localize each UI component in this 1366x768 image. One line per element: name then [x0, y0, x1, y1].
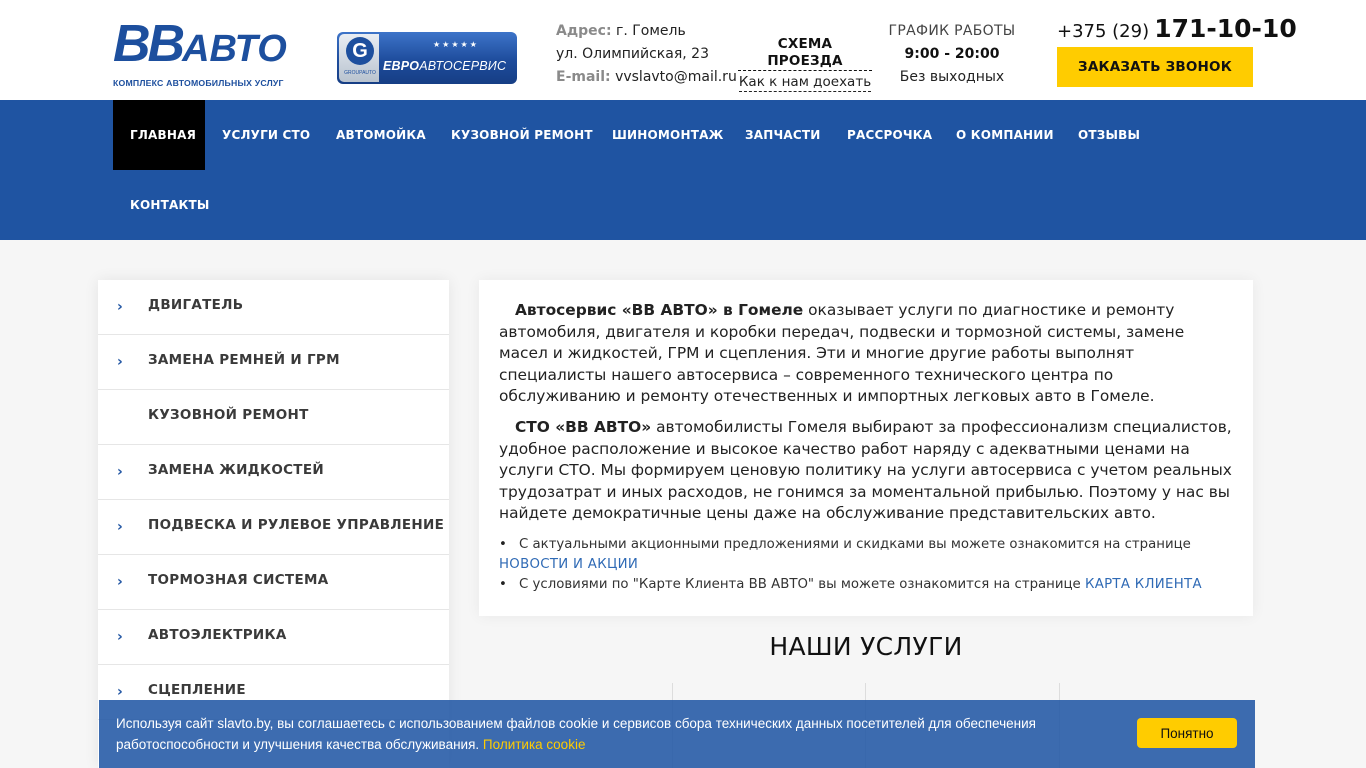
- work-hours: [884, 20, 1020, 89]
- sidebar-item-brakes[interactable]: [98, 555, 449, 610]
- email-label: E-mail:: [556, 69, 611, 85]
- chevron-right-icon: ›: [117, 299, 123, 315]
- address-street: ул. Олимпийская, 23: [556, 46, 709, 62]
- sidebar-item-label: ДВИГАТЕЛЬ: [148, 297, 244, 313]
- phone-main: 171-10-10: [1154, 14, 1297, 43]
- cookie-banner: [99, 700, 1255, 768]
- nav-item-services[interactable]: УСЛУГИ СТО: [222, 128, 311, 142]
- groupauto-small-text: GROUPAUTO: [344, 70, 376, 76]
- address-city: г. Гомель: [616, 23, 686, 39]
- logo-wordmark: BBАВТО: [113, 15, 287, 73]
- sidebar-item-electrics[interactable]: [98, 610, 449, 665]
- nav-item-carwash[interactable]: АВТОМОЙКА: [336, 128, 426, 142]
- nav-item-installment[interactable]: РАССРОЧКА: [847, 128, 933, 142]
- info-bullets: [499, 535, 1233, 595]
- sidebar-item-label: КУЗОВНОЙ РЕМОНТ: [148, 407, 309, 423]
- chevron-right-icon: ›: [117, 684, 123, 700]
- intro-bold: Автосервис «ВВ АВТО» в Гомеле: [515, 301, 804, 319]
- nav-item-tires[interactable]: ШИНОМОНТАЖ: [612, 128, 724, 142]
- bullet-text: С условиями по "Карте Клиента ВВ АВТО" вы можете ознакомится на странице: [519, 576, 1085, 592]
- cookie-text: Используя сайт slavto.by, вы соглашаетесь с использованием файлов cookie и сервисов сбора технических данных посетителей для обеспечения работоспособности и улучшения качества обслуживания. Политика cookie: [116, 716, 1036, 752]
- partner-title: ЕВРОАВТОСЕРВИС: [383, 59, 507, 73]
- order-call-button[interactable]: ЗАКАЗАТЬ ЗВОНОК: [1057, 47, 1253, 87]
- services-heading: НАШИ УСЛУГИ: [769, 632, 963, 661]
- sidebar-item-suspension[interactable]: [98, 500, 449, 555]
- hours-time: 9:00 - 20:00: [904, 46, 1000, 62]
- nav-item-reviews[interactable]: ОТЗЫВЫ: [1078, 128, 1141, 142]
- cookie-accept-button[interactable]: Понятно: [1137, 718, 1237, 748]
- nav-item-parts[interactable]: ЗАПЧАСТИ: [745, 128, 821, 142]
- nav-item-about[interactable]: О КОМПАНИИ: [956, 128, 1054, 142]
- nav-item-bodywork[interactable]: КУЗОВНОЙ РЕМОНТ: [451, 128, 593, 142]
- hours-title: ГРАФИК РАБОТЫ: [888, 23, 1016, 39]
- news-link[interactable]: НОВОСТИ И АКЦИИ: [499, 556, 639, 572]
- stars-icon: ★★★★★: [433, 40, 479, 49]
- company-logo[interactable]: [113, 15, 295, 88]
- hours-days: Без выходных: [899, 69, 1005, 85]
- nav-item-contacts[interactable]: КОНТАКТЫ: [130, 198, 210, 212]
- intro-paragraph: [499, 300, 1233, 408]
- sto-bold: СТО «ВВ АВТО»: [515, 417, 652, 436]
- groupauto-emblem: [339, 34, 379, 82]
- bullet-text: С актуальными акционными предложениями и скидками вы можете ознакомится на странице: [519, 536, 1191, 552]
- sto-text: автомобилисты Гомеля выбирают за профессионализм специалистов, удобное расположение и высокое качество работ наряду с адекватными ценами на услуги СТО. Мы формируем ценовую политику на услуги автосервиса с учетом реальных трудозатрат и иных расходов, не гонимся за моментальной прибылью. Поэтому у нас вы найдете демократичные цены даже на обслуживание представительских авто.: [499, 417, 1232, 523]
- sidebar-item-label: СЦЕПЛЕНИЕ: [148, 682, 246, 698]
- sto-paragraph: [499, 417, 1233, 525]
- sidebar-item-belts[interactable]: [98, 335, 449, 390]
- sidebar-item-label: ТОРМОЗНАЯ СИСТЕМА: [148, 572, 329, 588]
- address-line: [556, 20, 737, 43]
- how-to-get-link[interactable]: Как к нам доехать: [738, 74, 872, 90]
- sidebar-item-label: АВТОЭЛЕКТРИКА: [148, 627, 287, 643]
- sidebar-item-label: ЗАМЕНА ЖИДКОСТЕЙ: [148, 462, 324, 478]
- main-nav: [0, 100, 1366, 240]
- email-line: [556, 66, 737, 89]
- sidebar-item-engine[interactable]: [98, 280, 449, 335]
- intro-text: оказывает услуги по диагностике и ремонту автомобиля, двигателя и коробки передач, подвески и тормозной системы, замене масел и жидкостей, ГРМ и сцепления. Эти и многие другие работы выполнят специалисты нашего автосервиса – современного технического центра по обслуживанию и ремонту отечественных и импортных легковых авто в Гомеле.: [499, 301, 1185, 406]
- sidebar-item-bodywork[interactable]: [98, 390, 449, 445]
- cookie-policy-link[interactable]: Политика cookie: [482, 737, 586, 752]
- email-link[interactable]: vvslavto@mail.ru: [615, 69, 737, 85]
- route-block: [738, 36, 872, 92]
- phone-code: +375 (29): [1057, 21, 1150, 42]
- chevron-right-icon: ›: [117, 574, 123, 590]
- client-card-link[interactable]: КАРТА КЛИЕНТА: [1084, 576, 1202, 592]
- address-label: Адрес:: [556, 23, 612, 39]
- contact-address: [556, 20, 737, 89]
- sidebar-item-label: ЗАМЕНА РЕМНЕЙ И ГРМ: [148, 352, 340, 368]
- chevron-right-icon: ›: [117, 464, 123, 480]
- chevron-right-icon: ›: [117, 519, 123, 535]
- groupauto-partner-logo: [337, 32, 517, 84]
- chevron-right-icon: ›: [117, 629, 123, 645]
- logo-subtitle: КОМПЛЕКС АВТОМОБИЛЬНЫХ УСЛУГ: [113, 78, 284, 88]
- phone-number[interactable]: [1057, 14, 1297, 43]
- nav-item-home[interactable]: ГЛАВНАЯ: [113, 100, 205, 170]
- chevron-right-icon: ›: [117, 354, 123, 370]
- route-scheme-link[interactable]: СХЕМА ПРОЕЗДА: [738, 36, 872, 71]
- site-header: [0, 0, 1366, 100]
- intro-text-box: [479, 280, 1253, 616]
- services-sidebar: [98, 280, 449, 768]
- sidebar-item-label: ПОДВЕСКА И РУЛЕВОЕ УПРАВЛЕНИЕ: [148, 517, 445, 533]
- groupauto-g-icon: G: [346, 37, 374, 65]
- list-item: [499, 575, 1233, 595]
- sidebar-item-fluids[interactable]: [98, 445, 449, 500]
- list-item: [499, 535, 1233, 575]
